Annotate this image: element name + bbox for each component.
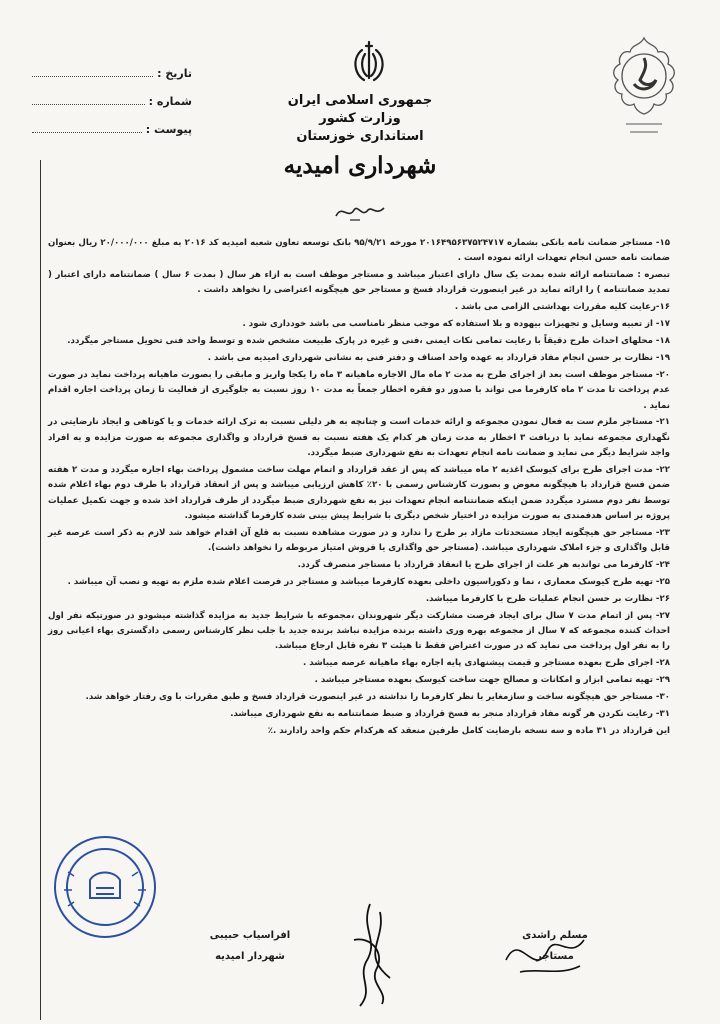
letterhead [240,92,480,182]
contract-clauses [48,236,670,740]
number-row [32,94,192,122]
clause-15: ۱۵- مستاجر ضمانت نامه بانکی بشماره ۲۰۱۶۴۹۵۶۳۷۵۲۴۷۱۷ مورخه ۹۵/۹/۲۱ بانک توسعه تعاون شعبه امیدیه کد ۲۰۱۶ به مبلغ ۲۰/۰۰۰/۰۰۰ ریال بعنوان ضمانت نامه حسن انجام تعهدات ارائه نموده است . [48,238,670,264]
signature-scribble [330,900,410,1010]
clause-17: ۱۷- از تعبیه وسایل و تجهیزات بیهوده و بلا استفاده که موجب منظر نامناسب می باشد خودداری شود . [242,319,670,330]
clause-19: ۱۹- نظارت بر حسن انجام مفاد قرارداد به عهده واحد اصناف و دفتر فنی به نشانی شهرداری امیدیه می باشد . [207,353,670,364]
clause-20: ۲۰- مستاجر موظف است بعد از اجرای طرح به مدت ۲ ماه مال الاجاره ماهیانه ۳ ماه را یکجا واریز و مابقی را بصورت ماهیانه پرداخت نماید در صورت عدم پرداخت تا مدت ۲ ماه کارفرما می تواند با صدور دو فقره اخطار جمعاً به مدت ۱۰ روز نسبت به جلوگیری از فعالیت تا زمان پرداخت اجاره اقدام نماید . [48,369,670,411]
tenant-signature-block [500,930,610,962]
margin-rule [40,160,41,1020]
header-province: استانداری خوزستان [296,129,424,144]
attachment-line [32,122,142,133]
mayor-signature-block [190,930,310,962]
clause-31: ۳۱- رعایت نکردن هر گونه مفاد قرارداد منجر به فسخ قرارداد و ضبط ضمانتنامه به نفع شهرداری میباشد. [230,708,670,719]
municipality-logo-icon [596,32,692,142]
clause-22: ۲۲- مدت اجرای طرح برای کیوسک اغذیه ۲ ماه میباشد که پس از عقد قرارداد و اتمام مهلت ساخت مشمول پرداخت بهاء اجاره میگردد و مدت ۲ هفته ضمن فسخ قرارداد با هیچگونه معوض و بصورت کارشناس رسمی با ۲۰٪ کاهش ارزیابی میباشد و پس از انعقاد قرارداد با طرف دوم بهاء اعلام شده توسط نفر دوم مسترد میگردد ضمن اینکه ضمانتنامه انجام تعهدات نیز به نفع شهرداری ضبط میگردد از طرف قرارداد اخذ شده و جهت تکمیل عملیات پروژه بر اساس هدفمندی به صورت مزایده در اختیار شخص دیگری با شرایط پیش بینی شده کارفرما گذاشته میشود. [48,464,670,521]
clause-23: ۲۳- مستاجر حق هیچگونه ایجاد مستحدثات مازاد بر طرح را ندارد و در صورت مشاهده نسبت به قلع آن اقدام خواهد شد لازم به ذکر است عرصه غیر قابل واگذاری و جزء املاک شهرداری میباشد. (مستاجر حق واگذاری یا فروش امتیاز مربوطه را نخواهد داشت). [48,527,670,553]
tenant-name: مسلم راشدی [522,930,588,941]
header-ministry: وزارت کشور [319,111,401,126]
clause-15-note: تبصره : ضمانتنامه ارائه شده بمدت یک سال دارای اعتبار میباشد و مستاجر موظف است به ازاء هر سال ( بمدت ۶ سال ) ضمانتنامه دارای اعتبار ( تمدید ضمانتنامه ) را ارائه نماید در غیر اینصورت قرارداد فسخ و مستاجر حق هیچگونه اعتراضی را نخواهد داشت . [48,270,670,296]
attachment-row [32,122,192,150]
number-line [32,94,145,105]
header-country: جمهوری اسلامی ایران [287,93,433,108]
clause-28: ۲۸- اجرای طرح بعهده مستاجر و قیمت پیشنهادی پایه اجاره بهاء ماهیانه عرصه میباشد . [303,658,670,669]
date-row [32,66,192,94]
clause-16: ۱۶-رعایت کلیه مقررات بهداشتی الزامی می باشد . [454,302,670,313]
clause-30: ۳۰- مستاجر حق هیچگونه ساخت و سازمغایر با نظر کارفرما را نداشته در غیر اینصورت قرارداد فسخ و طبق مقررات با وی رفتار خواهد شد. [85,691,670,702]
date-label: تاریخ : [157,67,192,80]
meta-fields [32,66,192,150]
clause-21: ۲۱- مستاجر ملزم ست به فعال نمودن مجموعه و ارائه خدمات است و چنانچه به هر دلیلی نسبت به ترک ارائه خدمات و یا کوتاهی و ایجاد نارضایتی در نگهداری مجموعه نماید با دریافت ۳ اخطار به مدت زمان هر کدام یک هفته نسبت به فسخ قرارداد و واگذاری مجموعه به صورت مزایده و به افراد واجد شرایط دیگر می نماید و ضمانت نامه انجام تعهدات به نفع شهرداری ضبط میگردد. [48,417,670,459]
number-label: شماره : [148,95,192,108]
council-stamp [50,832,160,942]
clause-27: ۲۷- پس از اتمام مدت ۷ سال برای ایجاد فرصت مشارکت دیگر شهروندان ،مجموعه با شرایط جدید به مزایده گذاشته میشودو در صورتیکه نفر اول احداث کننده مجموعه که ۷ سال از مجموعه بهره وری داشته برنده مزایده نباشد برنده جدید با جلب نظر کارشناس رسمی دادگستری بهاء اعیانی روز را به نفر اول پرداخت می نماید که در صورت اعتراض فقط تا هیئت ۳ نفره قابل ارجاع میباشد. [48,610,670,652]
attachment-label: پیوست : [145,123,192,136]
closing-statement: این قرارداد در ۳۱ ماده و سه نسخه بارضایت کامل طرفین منعقد که هرکدام حکم واحد رادارند .٪ [267,725,670,736]
date-line [32,66,153,77]
iran-emblem-icon [346,38,392,86]
calligraphy-heading [330,200,390,224]
clause-29: ۲۹- تهیه تمامی ابزار و امکانات و مصالح جهت ساخت کیوسک بعهده مستاجر میباشد . [314,674,670,685]
tenant-title: مستاجر [536,951,574,962]
clause-26: ۲۶- نظارت بر حسن انجام عملیات طرح با کارفرما میباشد. [425,593,670,604]
clause-24: ۲۴- کارفرما می تواندبه هر علت از اجرای طرح یا انعقاد قرارداد با مستاجر منصرف گردد. [297,559,670,570]
clause-18: ۱۸- محلهای احداث طرح دقیقاً با رعایت تمامی نکات ایمنی ،فنی و غیره در پارک طبیعت مشخص شده و توسط واحد فنی تحویل مستاجر میگردد. [67,336,670,347]
header-municipality: شهرداری امیدیه [283,152,437,179]
mayor-title: شهردار امیدیه [215,951,285,962]
mayor-name: افراسیاب حبیبی [209,930,291,941]
clause-25: ۲۵- تهیه طرح کیوسک معماری ، نما و دکوراسیون داخلی بعهده کارفرما میباشد و مستاجر در فرصت اعلام شده ملزم به تهیه و نصب آن میباشد . [67,576,670,587]
